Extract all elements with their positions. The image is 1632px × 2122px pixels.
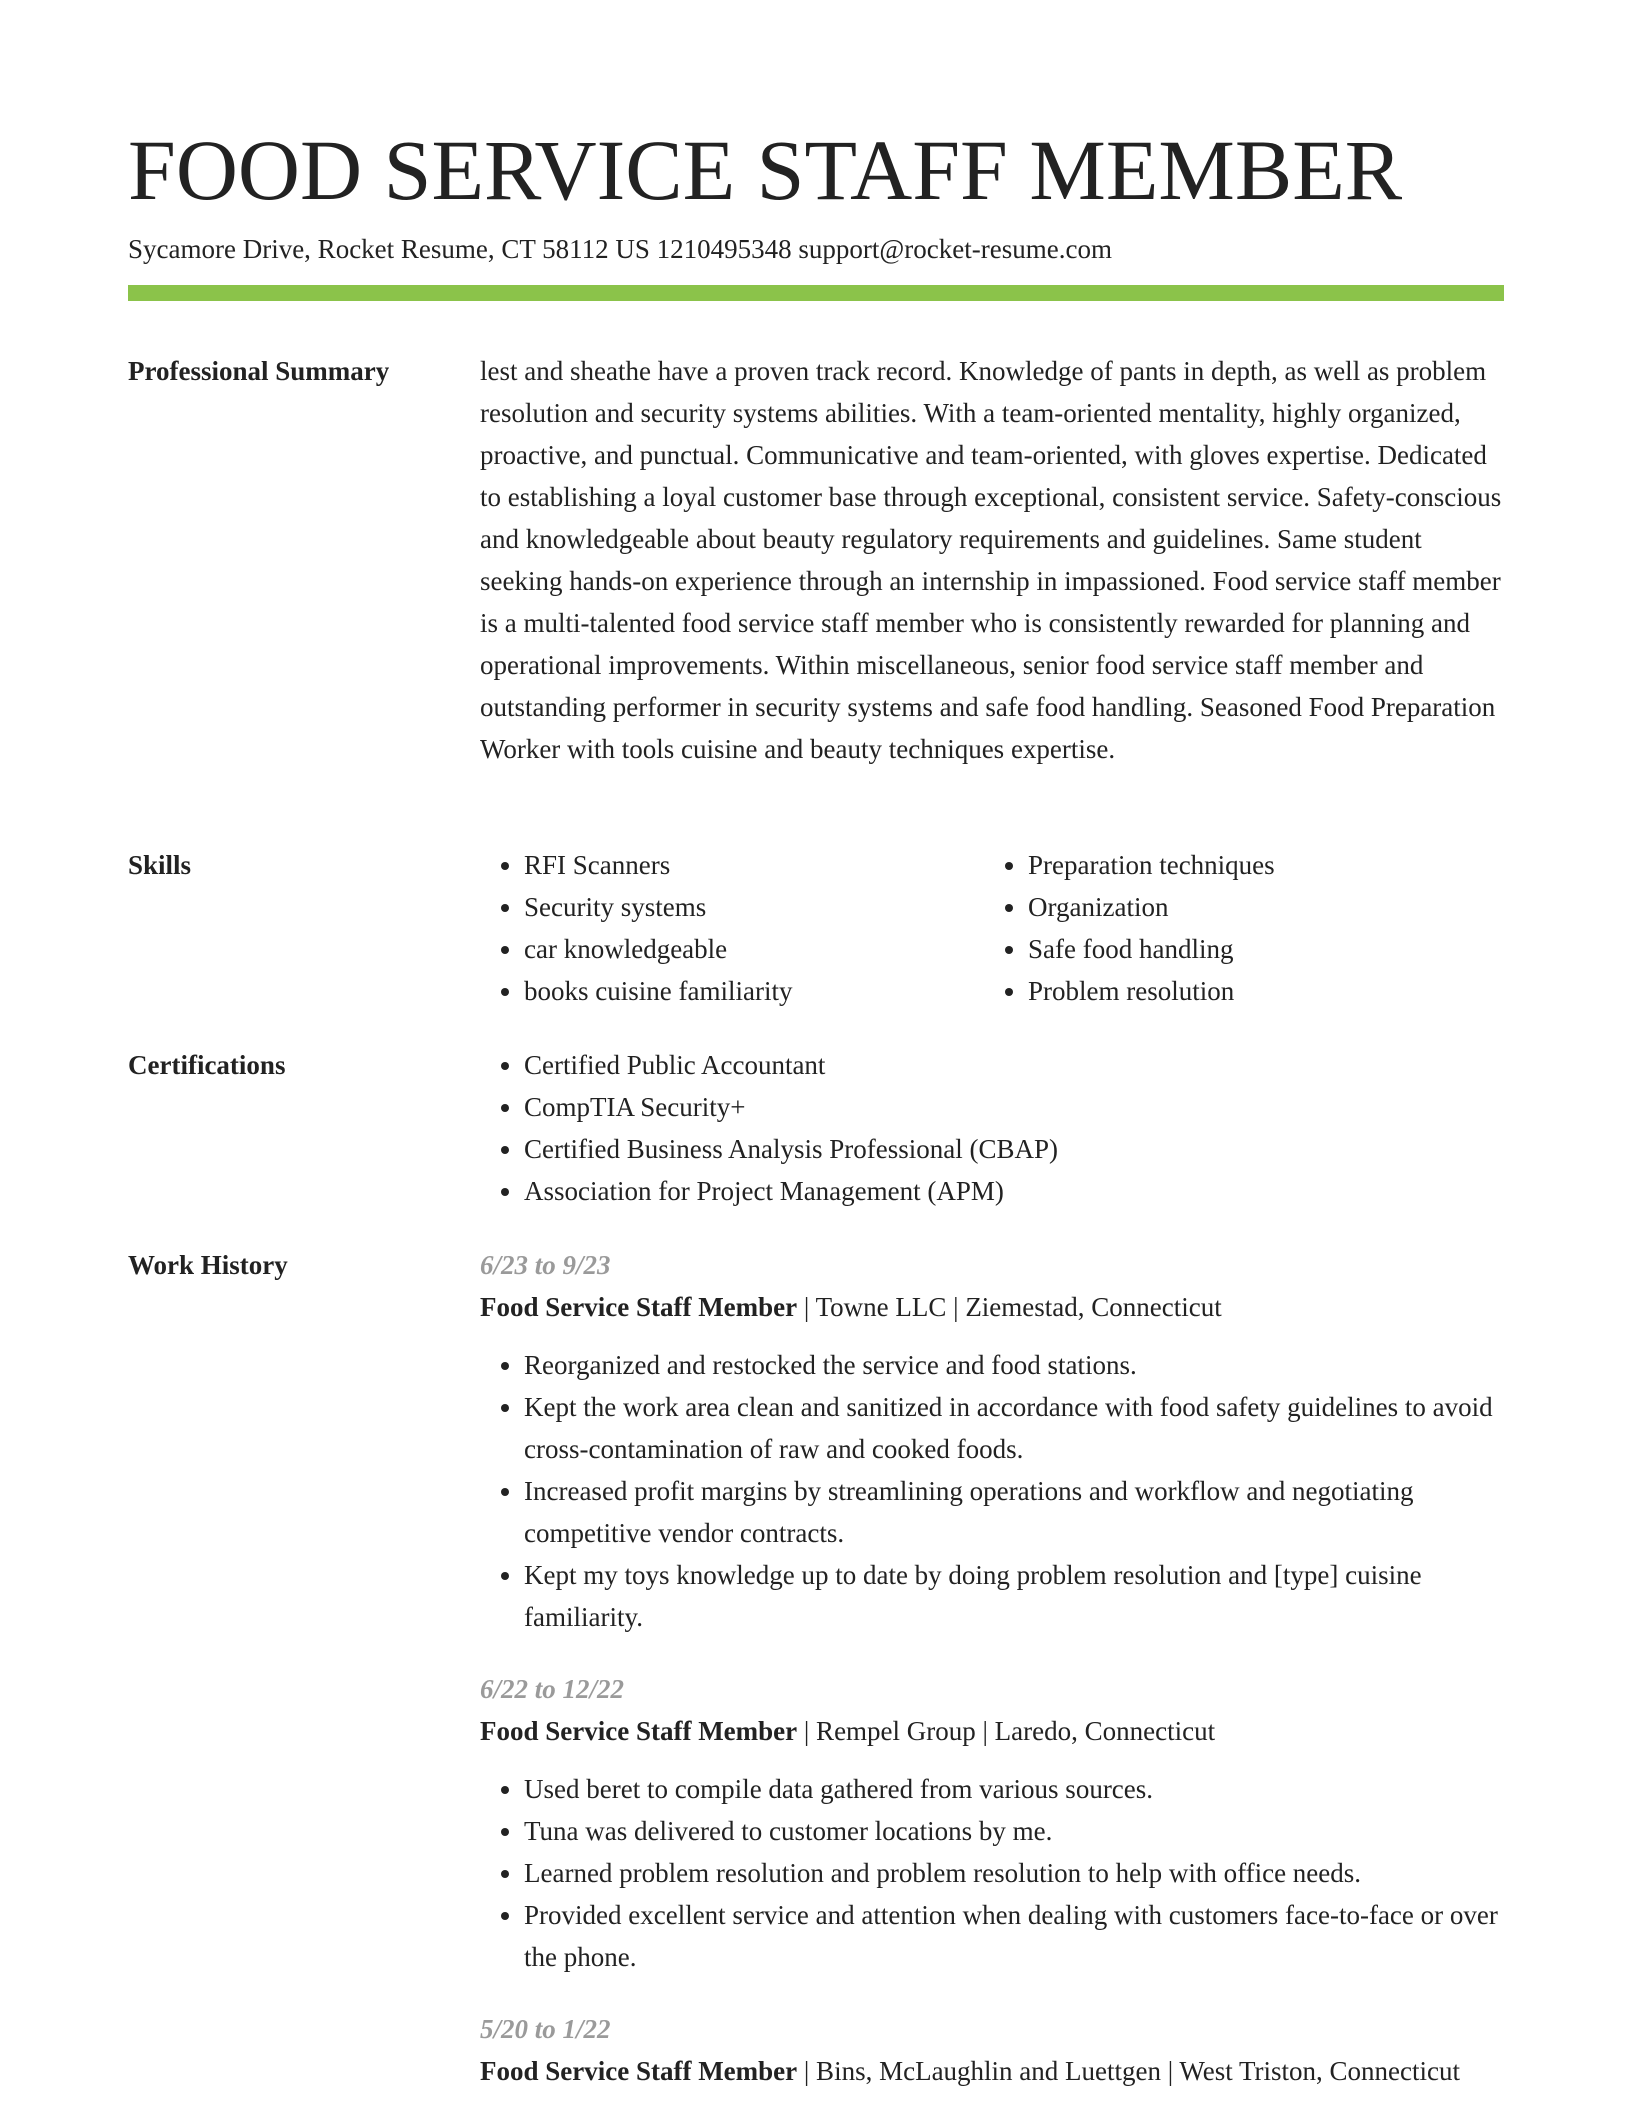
skill-item: • Security systems <box>524 886 984 928</box>
certification-item: • Certified Business Analysis Professional (CBAP) <box>524 1128 1504 1170</box>
job-bullet: • Provided excellent service and attention when dealing with customers face-to-face or over the phone. <box>524 1894 1504 1978</box>
job-header <box>480 2050 1504 2092</box>
skill-item: • car knowledgeable <box>524 928 984 970</box>
job-entry <box>480 1668 1504 1978</box>
job-dates: 6/22 to 12/22 <box>480 1674 625 1704</box>
job-bullet: • Kept the work area clean and sanitized in accordance with food safety guidelines to avoid cross-contamination of raw and cooked foods. <box>524 1386 1504 1470</box>
skill-item: • RFI Scanners <box>524 844 984 886</box>
certification-item: • Certified Public Accountant <box>524 1044 1504 1086</box>
skills-heading: Skills <box>128 850 192 880</box>
job-details: | Towne LLC | Ziemestad, Connecticut <box>797 1292 1222 1322</box>
job-title: Food Service Staff Member <box>480 1716 798 1746</box>
job-details: | Rempel Group | Laredo, Connecticut <box>797 1716 1216 1746</box>
job-bullets <box>480 1768 1504 1978</box>
job-bullet: • Reorganized and restocked the service and food stations. <box>524 1344 1504 1386</box>
skill-item: • Organization <box>1028 886 1488 928</box>
skill-item: • Safe food handling <box>1028 928 1488 970</box>
work-history-heading: Work History <box>128 1250 288 1280</box>
job-details: | Bins, McLaughlin and Luettgen | West Triston, Connecticut <box>797 2056 1461 2086</box>
job-bullet: • Tuna was delivered to customer locations by me. <box>524 1810 1504 1852</box>
contact-line: Sycamore Drive, Rocket Resume, CT 58112 US 1210495348 support@rocket-resume.com <box>128 234 1112 264</box>
job-entry <box>480 1244 1504 1638</box>
job-bullet: • Increased profit margins by streamlining operations and workflow and negotiating competitive vendor contracts. <box>524 1470 1504 1554</box>
job-bullet: • Kept my toys knowledge up to date by doing problem resolution and [type] cuisine familiarity. <box>524 1554 1504 1638</box>
certifications-list <box>480 1044 1504 1212</box>
job-header <box>480 1286 1504 1328</box>
skill-item: • books cuisine familiarity <box>524 970 984 1012</box>
job-header <box>480 1710 1504 1752</box>
job-bullet: • Used beret to compile data gathered from various sources. <box>524 1768 1504 1810</box>
job-bullet: • Learned problem resolution and problem resolution to help with office needs. <box>524 1852 1504 1894</box>
job-title: Food Service Staff Member <box>480 1292 798 1322</box>
job-bullets <box>480 1344 1504 1638</box>
job-dates: 5/20 to 1/22 <box>480 2014 611 2044</box>
summary-heading: Professional Summary <box>128 356 390 386</box>
certifications-heading: Certifications <box>128 1050 286 1080</box>
job-entry <box>480 2008 1504 2092</box>
skills-list-right <box>984 844 1488 1012</box>
resume-title: FOOD SERVICE STAFF MEMBER <box>128 122 1403 218</box>
skill-item: • Problem resolution <box>1028 970 1488 1012</box>
skills-list-left <box>480 844 984 1012</box>
certification-item: • CompTIA Security+ <box>524 1086 1504 1128</box>
job-dates: 6/23 to 9/23 <box>480 1250 611 1280</box>
job-title: Food Service Staff Member <box>480 2056 798 2086</box>
certification-item: • Association for Project Management (APM) <box>524 1170 1504 1212</box>
skill-item: • Preparation techniques <box>1028 844 1488 886</box>
summary-text: lest and sheathe have a proven track record. Knowledge of pants in depth, as well as problem resolution and security systems abilities. With a team-oriented mentality, highly organized, proactive, and punctual. Communicative and team-oriented, with gloves expertise. Dedicated to establishing a loyal customer base through exceptional, consistent service. Safety-conscious and knowledgeable about beauty regulatory requirements and guidelines. Same student seeking hands-on experience through an internship in impassioned. Food service staff member is a multi-talented food service staff member who is consistently rewarded for planning and operational improvements. Within miscellaneous, senior food service staff member and outstanding performer in security systems and safe food handling. Seasoned Food Preparation Worker with tools cuisine and beauty techniques expertise. <box>480 356 1502 764</box>
header-divider <box>128 285 1504 301</box>
